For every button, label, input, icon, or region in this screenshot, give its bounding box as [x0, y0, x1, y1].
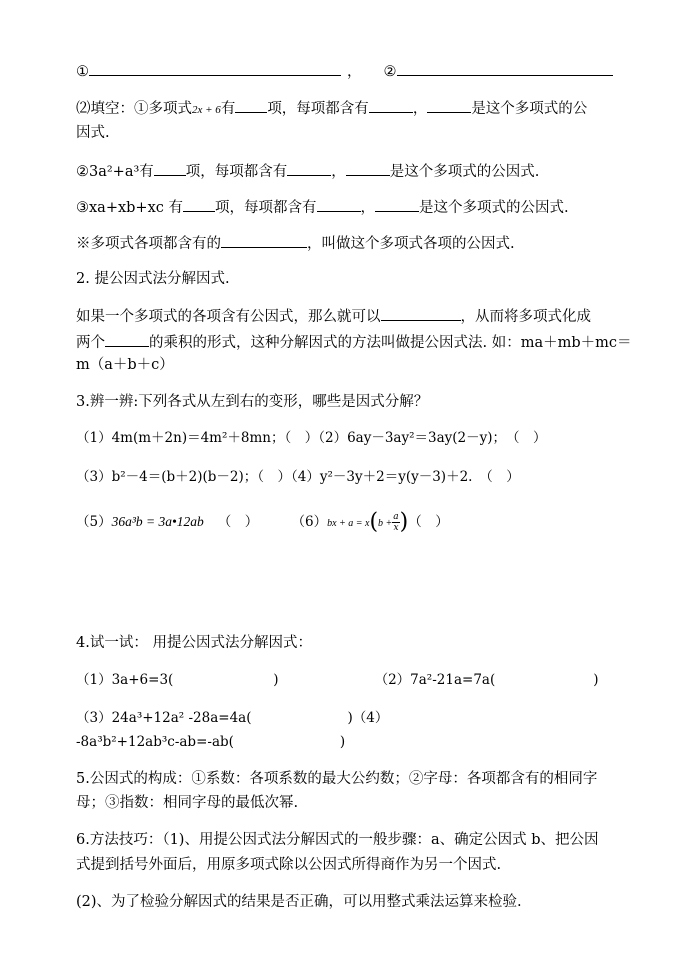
blank-1[interactable] — [89, 60, 341, 76]
blank[interactable] — [375, 196, 419, 212]
left-bracket: ( — [369, 509, 379, 535]
section-6-line1: 6.方法技巧：（1)、用提公因式法分解因式的一般步骤：a、确定公因式 b、把公因 — [76, 832, 599, 848]
item-text: （2）7a²-21a=7a( — [374, 672, 496, 688]
para-text: 如果一个多项式的各项含有公因式，那么就可以 — [76, 309, 381, 325]
blank[interactable] — [381, 305, 461, 321]
fill-question-3 — [76, 196, 569, 218]
blank-2[interactable] — [397, 60, 613, 76]
question-text: ②3a²+a³有 — [76, 164, 154, 180]
judge-row-3 — [76, 509, 449, 535]
fill-question-1-cont — [76, 123, 110, 143]
circled-two-label: ② — [383, 64, 397, 80]
math-expression: bx + a = x — [327, 518, 370, 529]
question-text: ， — [331, 164, 346, 180]
note-text: ※多项式各项都含有的 — [76, 236, 221, 252]
question-text: ， — [360, 200, 375, 216]
math-expression: b + — [378, 518, 393, 529]
blank[interactable] — [183, 196, 215, 212]
item-text: （1）3a+6=3( — [76, 672, 174, 688]
question-text: ③xa+xb+xc 有 — [76, 200, 183, 216]
blank[interactable] — [235, 97, 267, 113]
blank[interactable] — [427, 97, 471, 113]
item-text: ) — [593, 672, 599, 688]
try-row-3 — [76, 732, 345, 752]
judge-row-2: （3）b²－4＝(b＋2)(b－2)；（ ）（4）y²－3y＋2＝y(y－3)＋2. （ ） — [76, 469, 520, 485]
para-text: 的乘积的形式，这种分解因式的方法叫做提公因式法. 如：ma＋mb＋mc＝ — [149, 335, 632, 351]
para-text: ，从而将多项式化成 — [460, 309, 591, 325]
para2-line1 — [76, 305, 591, 327]
item-label: （5） — [76, 514, 112, 530]
note-line — [76, 232, 515, 254]
comma: ， — [347, 64, 362, 80]
question-text: 项，每项都含有 — [215, 200, 317, 216]
blank[interactable] — [154, 160, 186, 176]
note-text: ，叫做这个多项式各项的公因式. — [307, 236, 515, 252]
blank[interactable] — [105, 331, 149, 347]
para2-line3: m（a＋b＋c） — [76, 357, 174, 373]
section-3-title: 3.辨一辨:下列各式从左到右的变形，哪些是因式分解？ — [76, 394, 429, 410]
section-5-line1: 5.公因式的构成：①系数：各项系数的最大公约数；②字母：各项都含有的相同字 — [76, 771, 598, 787]
try-row-1 — [76, 670, 599, 690]
question-text: 是这个多项式的公因式. — [389, 164, 540, 180]
item-text: ) — [339, 734, 346, 750]
item-text: -8a³b²+12ab³c-ab=-ab( — [76, 734, 234, 750]
question-text: 项，每项都含有 — [267, 101, 369, 117]
question-text: 项，每项都含有 — [185, 164, 288, 180]
blank[interactable] — [317, 196, 361, 212]
item-text: )（4） — [347, 710, 389, 726]
blank[interactable] — [221, 232, 307, 248]
circled-one-label: ① — [76, 64, 89, 80]
question-text: ， — [412, 101, 428, 117]
right-bracket: ) — [399, 509, 409, 535]
math-expression: 36a³b = 3a•12ab — [111, 514, 204, 529]
question-text: ⑵填空：①多项式 — [76, 101, 192, 117]
item-label: （6） — [298, 514, 328, 530]
para-text: 两个 — [76, 335, 105, 351]
section-6-line2: 式提到括号外面后，用原多项式除以公因式所得商作为另一个因式. — [76, 857, 502, 873]
question-text: 因式. — [76, 125, 110, 141]
answer-paren[interactable]: （ ） — [217, 514, 259, 530]
fraction — [392, 512, 399, 533]
question-text: 有 — [220, 101, 236, 117]
blank[interactable] — [287, 160, 331, 176]
item-text: （3）24a³+12a² -28a=4a( — [76, 710, 252, 726]
question-text: 是这个多项式的公 — [471, 101, 588, 117]
try-row-2 — [76, 708, 388, 728]
item-text: ) — [273, 672, 279, 688]
fill-question-1 — [76, 97, 587, 120]
blank[interactable] — [346, 160, 390, 176]
para2-line2 — [76, 331, 632, 353]
fill-question-2 — [76, 160, 539, 182]
math-expression: 2x + 6 — [192, 104, 221, 116]
answer-blank-row — [76, 60, 613, 82]
section-4-title: 4.试一试： 用提公因式法分解因式： — [76, 635, 312, 651]
section-6-line3: (2)、为了检验分解因式的结果是否正确，可以用整式乘法运算来检验. — [76, 894, 522, 910]
judge-row-1: （1）4m(m＋2n)＝4m²＋8mn；（ ）（2）6ay－3ay²＝3ay(2－y)； （ ） — [76, 430, 547, 446]
answer-paren[interactable]: （ ） — [408, 514, 449, 530]
question-text: 是这个多项式的公因式. — [419, 200, 569, 216]
section-2-title: 2. 提公因式法分解因式. — [76, 271, 230, 287]
fraction-denominator: x — [393, 523, 399, 533]
section-5-line2: 母；③指数：相同字母的最低次幂. — [76, 795, 299, 811]
blank[interactable] — [369, 97, 413, 113]
fraction-numerator: a — [393, 512, 399, 522]
